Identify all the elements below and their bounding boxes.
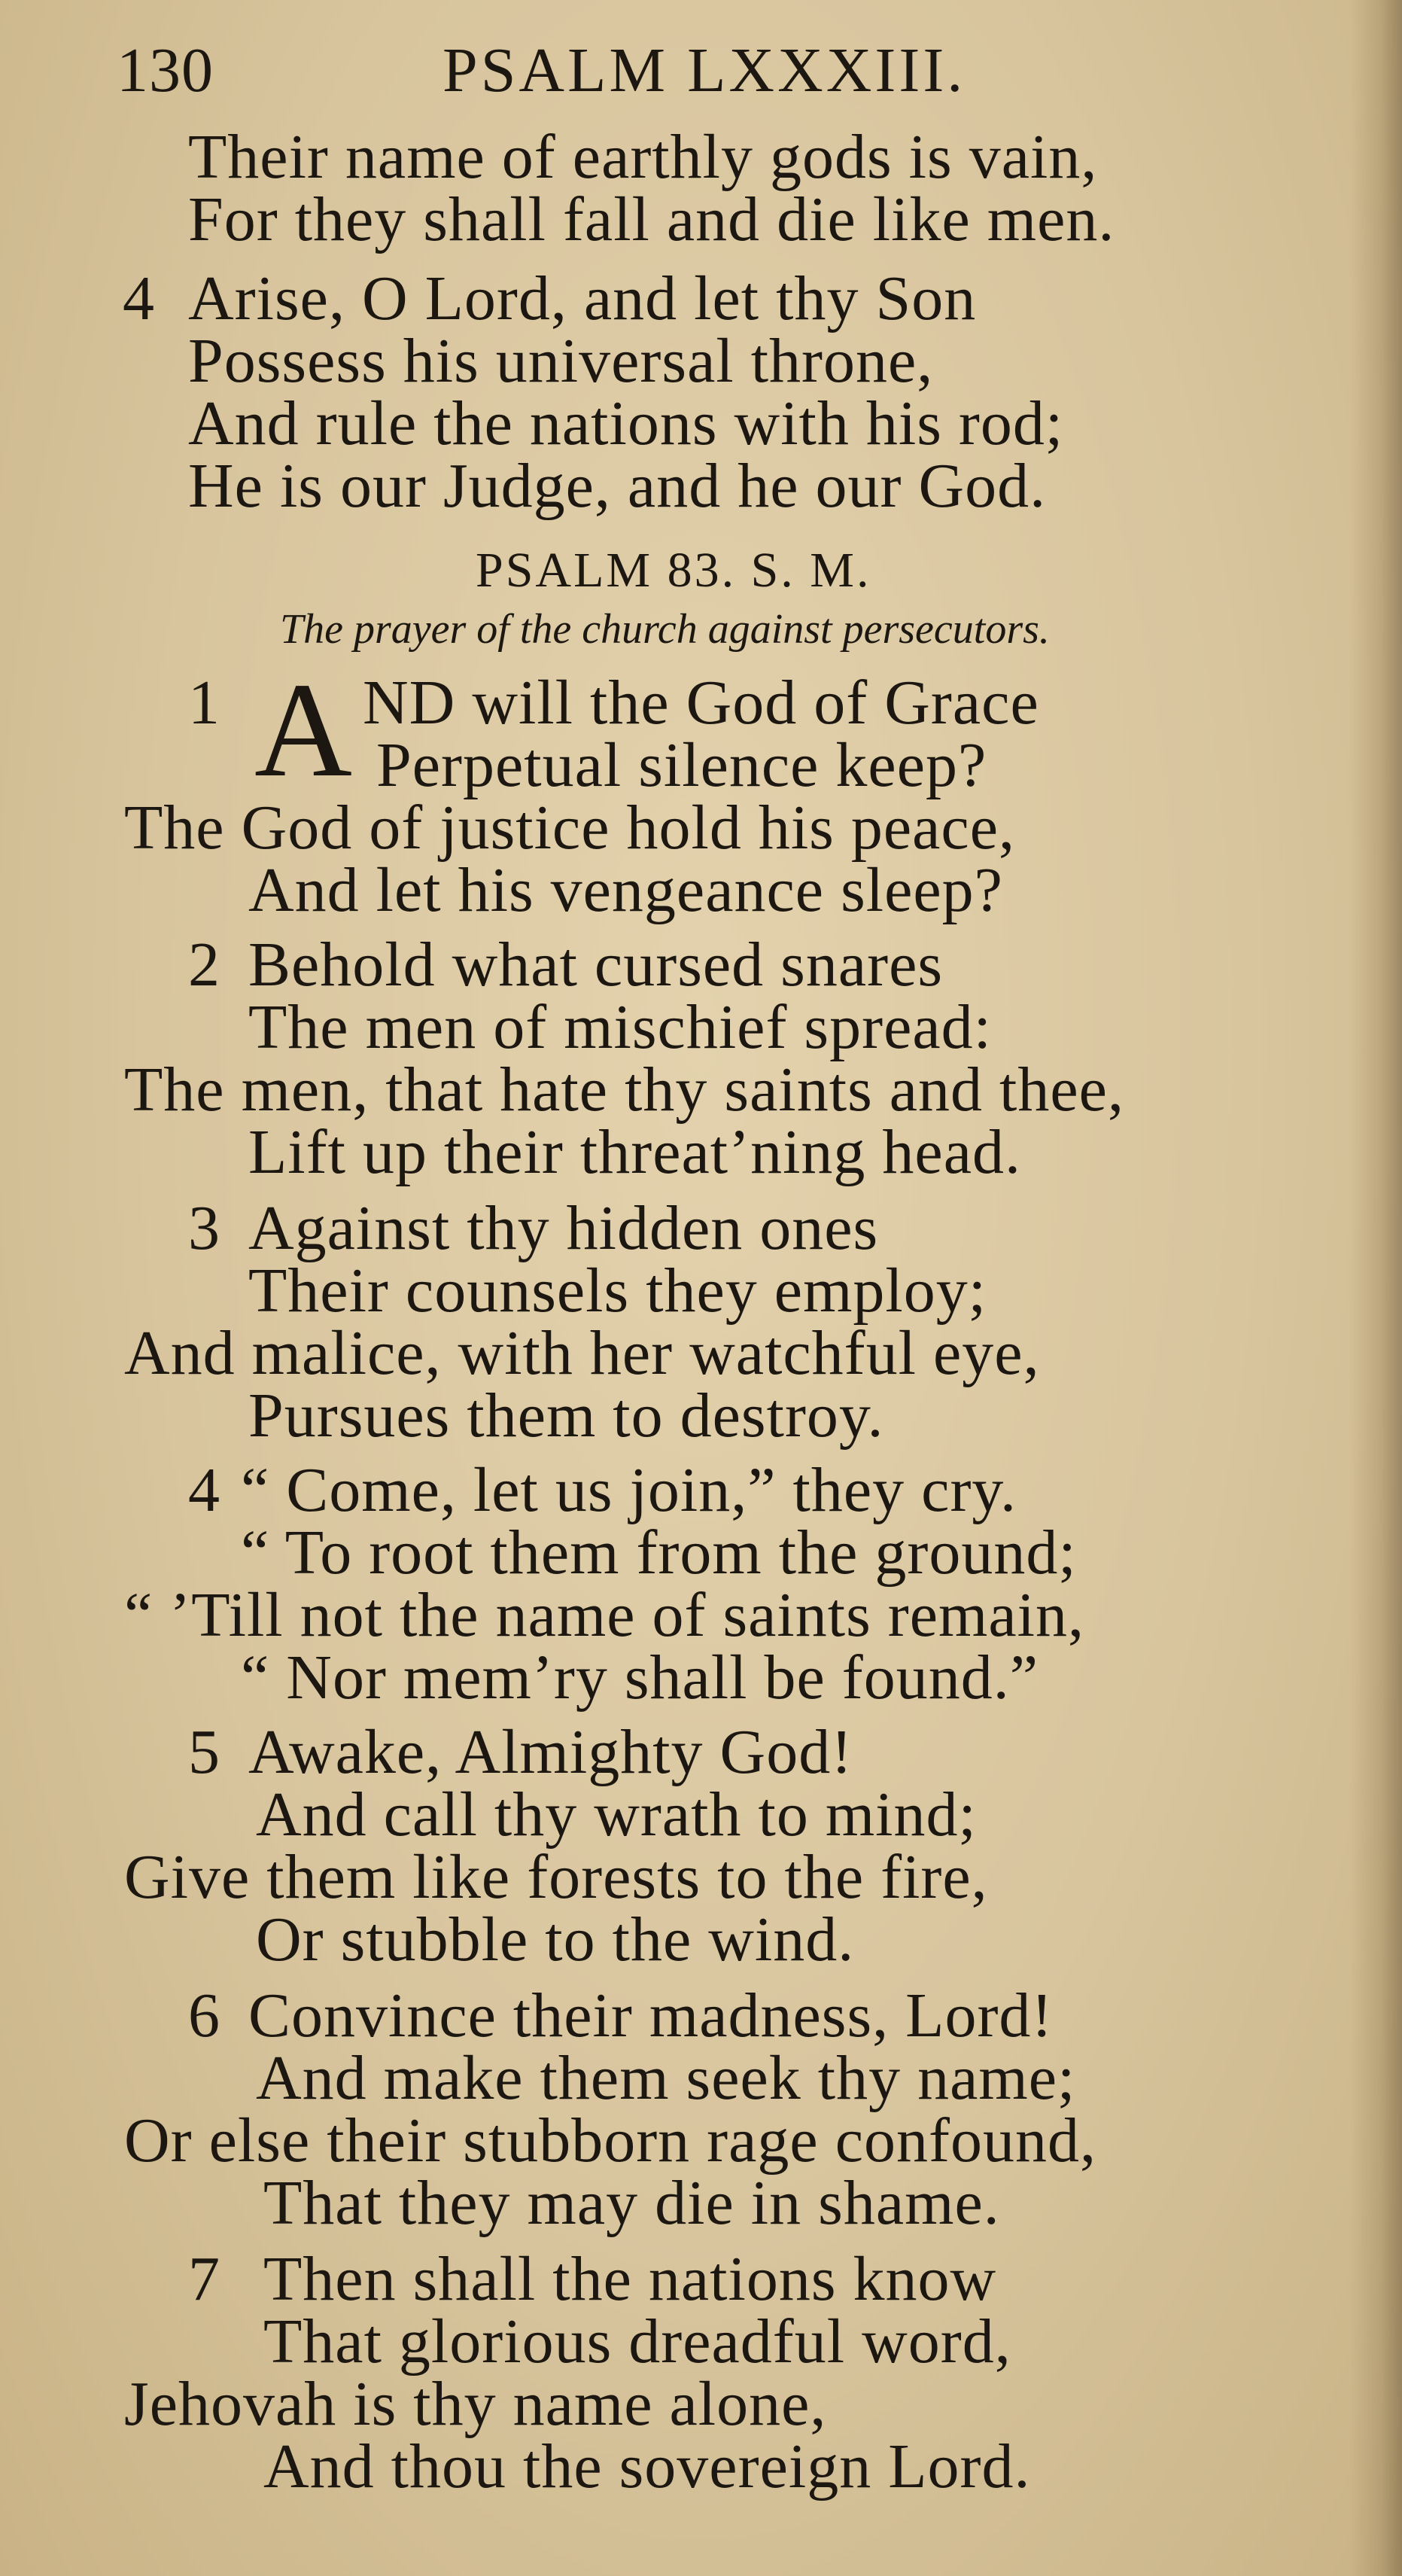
verse-line: And call thy wrath to mind;	[256, 1780, 977, 1850]
verse-line: “ Come, let us join,” they cry.	[241, 1455, 1017, 1525]
stanza-number: 3	[188, 1193, 220, 1263]
verse-line: Awake, Almighty God!	[248, 1717, 853, 1787]
verse-line: The men of mischief spread:	[248, 992, 992, 1062]
psalm-title: PSALM 83. S. M.	[476, 543, 871, 598]
verse-line: Jehovah is thy name alone,	[124, 2369, 827, 2439]
verse-line: That they may die in shame.	[263, 2168, 1000, 2238]
stanza-number: 7	[188, 2244, 220, 2314]
stanza-number: 4	[123, 263, 155, 333]
verse-line: Arise, O Lord, and let thy Son	[188, 263, 977, 333]
verse-line: Pursues them to destroy.	[248, 1381, 884, 1451]
verse-line: And rule the nations with his rod;	[188, 388, 1064, 458]
verse-line: Against thy hidden ones	[248, 1193, 879, 1263]
stanza-number: 4	[188, 1455, 220, 1525]
stanza-number: 1	[188, 668, 220, 738]
verse-line: Perpetual silence keep?	[376, 730, 987, 800]
verse-line: Then shall the nations know	[263, 2244, 997, 2314]
stanza-number: 2	[188, 930, 220, 1000]
verse-line: “ ’Till not the name of saints remain,	[124, 1580, 1085, 1650]
stanza-number: 5	[188, 1717, 220, 1787]
verse-line: The men, that hate thy saints and thee,	[124, 1055, 1124, 1125]
verse-line: The God of justice hold his peace,	[124, 793, 1015, 863]
verse-line: Give them like forests to the fire,	[124, 1842, 988, 1912]
verse-line: Behold what cursed snares	[248, 930, 944, 1000]
verse-line: And malice, with her watchful eye,	[124, 1318, 1040, 1388]
verse-line: That glorious dreadful word,	[263, 2307, 1011, 2377]
verse-line: For they shall fall and die like men.	[188, 184, 1115, 254]
verse-line: Or else their stubborn rage confound,	[124, 2106, 1096, 2176]
verse-line: And make them seek thy name;	[256, 2043, 1076, 2113]
verse-line: Lift up their threat’ning head.	[248, 1117, 1021, 1187]
verse-line: Convince their madness, Lord!	[248, 1981, 1054, 2051]
verse-line: Their name of earthly gods is vain,	[188, 122, 1098, 192]
running-title: PSALM LXXXIII.	[442, 35, 966, 105]
verse-line: Their counsels they employ;	[248, 1256, 987, 1326]
page-edge-shadow	[1349, 0, 1402, 2576]
page-number: 130	[117, 35, 214, 105]
verse-line: Or stubble to the wind.	[256, 1905, 855, 1975]
drop-capital: A	[254, 655, 352, 805]
verse-line: “ Nor mem’ry shall be found.”	[241, 1643, 1039, 1713]
verse-line: He is our Judge, and he our God.	[188, 451, 1047, 521]
verse-line: “ To root them from the ground;	[241, 1518, 1077, 1588]
stanza-number: 6	[188, 1981, 220, 2051]
verse-line: Possess his universal throne,	[188, 326, 934, 396]
verse-line: And let his vengeance sleep?	[248, 855, 1003, 925]
verse-line: And thou the sovereign Lord.	[263, 2431, 1031, 2501]
psalm-description: The prayer of the church against persecutors.	[280, 606, 1050, 653]
verse-line: ND will the God of Grace	[363, 668, 1039, 738]
